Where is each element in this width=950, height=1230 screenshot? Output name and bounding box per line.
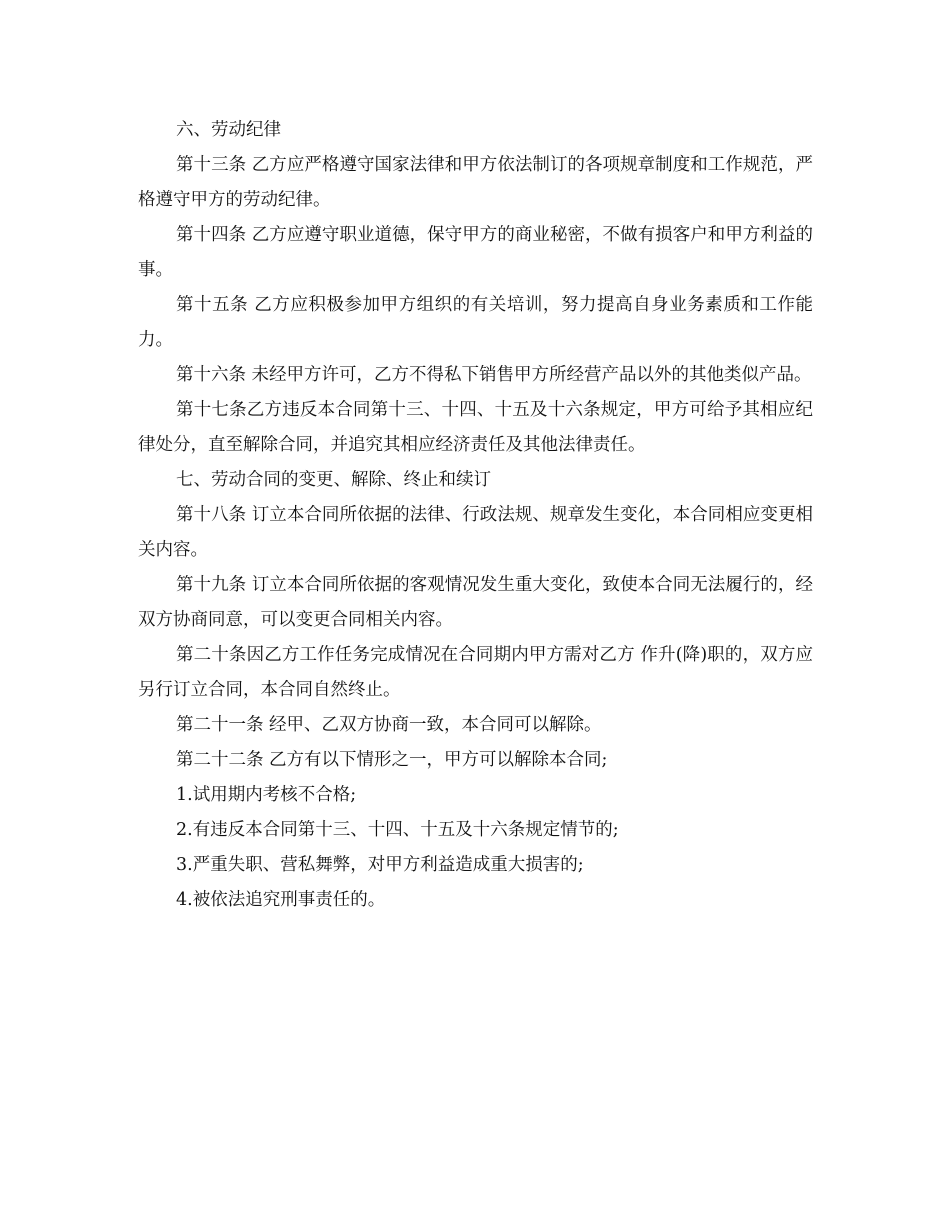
- article-22: 第二十二条 乙方有以下情形之一，甲方可以解除本合同;: [176, 750, 608, 770]
- list-item-3: 3.严重失职、营私舞弊，对甲方利益造成重大损害的;: [176, 855, 584, 875]
- list-item-2: 2.有违反本合同第十三、十四、十五及十六条规定情节的;: [176, 820, 619, 840]
- article-14: 第十四条 乙方应遵守职业道德，保守甲方的商业秘密，不做有损客户和甲方利益的事。: [138, 225, 813, 280]
- list-item-4: 4.被依法追究刑事责任的。: [176, 890, 386, 910]
- document-body: [138, 113, 813, 918]
- section-heading-contract-changes: 七、劳动合同的变更、解除、终止和续订: [176, 470, 491, 490]
- article-19: 第十九条 订立本合同所依据的客观情况发生重大变化，致使本合同无法履行的，经双方协商同意，可以变更合同相关内容。: [138, 575, 813, 630]
- article-20: 第二十条因乙方工作任务完成情况在合同期内甲方需对乙方 作升(降)职的，双方应另行订立合同，本合同自然终止。: [138, 645, 813, 700]
- list-item-1: 1.试用期内考核不合格;: [176, 785, 357, 805]
- article-18: 第十八条 订立本合同所依据的法律、行政法规、规章发生变化，本合同相应变更相关内容。: [138, 505, 813, 560]
- article-13: 第十三条 乙方应严格遵守国家法律和甲方依法制订的各项规章制度和工作规范，严格遵守甲方的劳动纪律。: [138, 155, 813, 210]
- article-21: 第二十一条 经甲、乙双方协商一致，本合同可以解除。: [176, 715, 602, 735]
- article-17: 第十七条乙方违反本合同第十三、十四、十五及十六条规定，甲方可给予其相应纪律处分，直至解除合同，并追究其相应经济责任及其他法律责任。: [138, 400, 813, 455]
- article-16: 第十六条 未经甲方许可，乙方不得私下销售甲方所经营产品以外的其他类似产品。: [176, 365, 812, 385]
- section-heading-labor-discipline: 六、劳动纪律: [176, 120, 281, 140]
- article-15: 第十五条 乙方应积极参加甲方组织的有关培训，努力提高自身业务素质和工作能力。: [138, 295, 813, 350]
